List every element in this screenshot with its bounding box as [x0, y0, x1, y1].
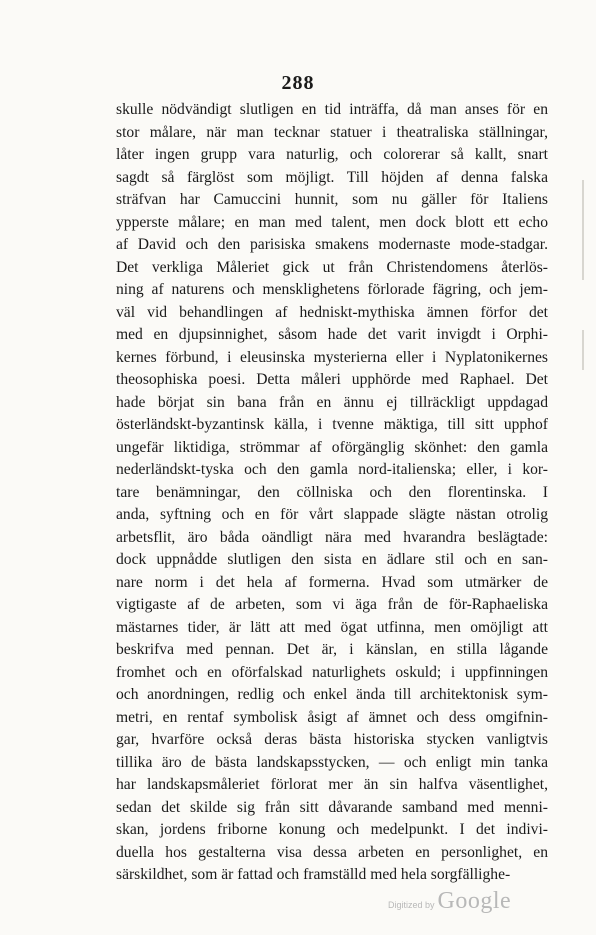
- text-line: väl vid behandlingen af hedniskt-mythiska ämnen förfor det: [116, 303, 548, 321]
- text-line: ning af naturens och mensklighetens förlorade fägring, och jem-: [116, 281, 548, 298]
- text-line: beskrifva med pennan. Det är, i känslan, en stilla lågande: [116, 641, 548, 658]
- text-line: Det verkliga Måleriet gick ut från Christendomens återlös-: [116, 258, 548, 276]
- text-line: skan, jordens friborne konung och medelpunkt. I det indivi-: [116, 821, 548, 838]
- text-line: österländskt-byzantinsk källa, i tvenne mäktiga, till sitt upphof: [116, 416, 548, 433]
- text-line: ypperste målare; en man med talent, men dock blott ett echo: [116, 213, 548, 231]
- text-line: ungefär liktidiga, strömmar af oförgänglig skönhet: den gamla: [116, 438, 548, 456]
- text-line: stor målare, när man tecknar statuer i theatraliska ställningar,: [116, 123, 548, 141]
- text-line: sagdt så färglöst som möjligt. Till höjden af denna falska: [116, 168, 548, 186]
- text-line: sedan det skilde sig från sitt dåvarande samband med menni-: [116, 798, 548, 816]
- text-line: med en djupsinnighet, såsom hade det varit invigdt i Orphi-: [116, 326, 548, 343]
- text-line: theosophiska poesi. Detta måleri upphörde med Raphael. Det: [116, 371, 548, 388]
- text-line: sträfvan har Camuccini hunnit, som nu gäller för Italiens: [116, 191, 548, 208]
- text-line: gar, hvarföre också deras bästa historiska stycken vanligtvis: [116, 731, 548, 748]
- text-line: har landskapsmåleriet förlorat mer än sin halfva väsentlighet,: [116, 776, 548, 793]
- text-line: metri, en rentaf symbolisk åsigt af ämnet och dess omgifnin-: [116, 708, 548, 726]
- text-line: anda, syftning och en för vårt slappade slägte nästan otrolig: [116, 506, 548, 523]
- text-line: dock uppnådde slutligen den sista en ädlare stil och en san-: [116, 551, 548, 568]
- text-line: och anordningen, redlig och enkel ända till architektonisk sym-: [116, 686, 548, 703]
- watermark-prefix: Digitized by: [388, 900, 435, 910]
- text-line: nederländskt-tyska och den gamla nord-italienska; eller, i kor-: [116, 461, 548, 478]
- text-line: tillika äro de bästa landskapsstycken, — och enligt min tanka: [116, 753, 548, 771]
- body-text: [116, 99, 548, 887]
- text-line: fromhet och en oförfalskad naturlighets oskuld; i uppfinningen: [116, 663, 548, 681]
- text-line: duella hos gestalterna visa dessa arbeten en personlighet, en: [116, 843, 548, 861]
- margin-mark: [582, 180, 584, 280]
- text-line: skulle nödvändigt slutligen en tid inträffa, då man anses för en: [116, 101, 548, 118]
- text-line: arbetsflit, äro båda oändligt nära med hvarandra beslägtade:: [116, 528, 548, 546]
- page-number: 288: [281, 72, 315, 94]
- text-line: låter ingen grupp vara naturlig, och colorerar så kallt, snart: [116, 146, 548, 163]
- digitization-watermark: [388, 888, 511, 915]
- margin-mark: [582, 330, 584, 370]
- text-line: vigtigaste af de arbeten, som vi äga från de för-Raphaeliska: [116, 596, 548, 613]
- text-line: kernes förbund, i eleusinska mysterierna eller i Nyplatonikernes: [116, 348, 548, 366]
- watermark-logo: Google: [437, 888, 512, 914]
- text-line: tare benämningar, den cöllniska och den florentinska. I: [116, 483, 548, 501]
- text-line: hade börjat sin bana från en ännu ej tillräckligt uppdagad: [116, 393, 548, 411]
- text-line: särskildhet, som är fattad och framställd med hela sorgfällighe-: [116, 866, 511, 883]
- text-line: af David och den parisiska smakens modernaste mode-stadgar.: [116, 236, 548, 253]
- text-line: mästarnes tider, är lätt att med ögat utfinna, men omöjligt att: [116, 618, 548, 636]
- text-line: nare norm i det hela af formerna. Hvad som utmärker de: [116, 573, 548, 591]
